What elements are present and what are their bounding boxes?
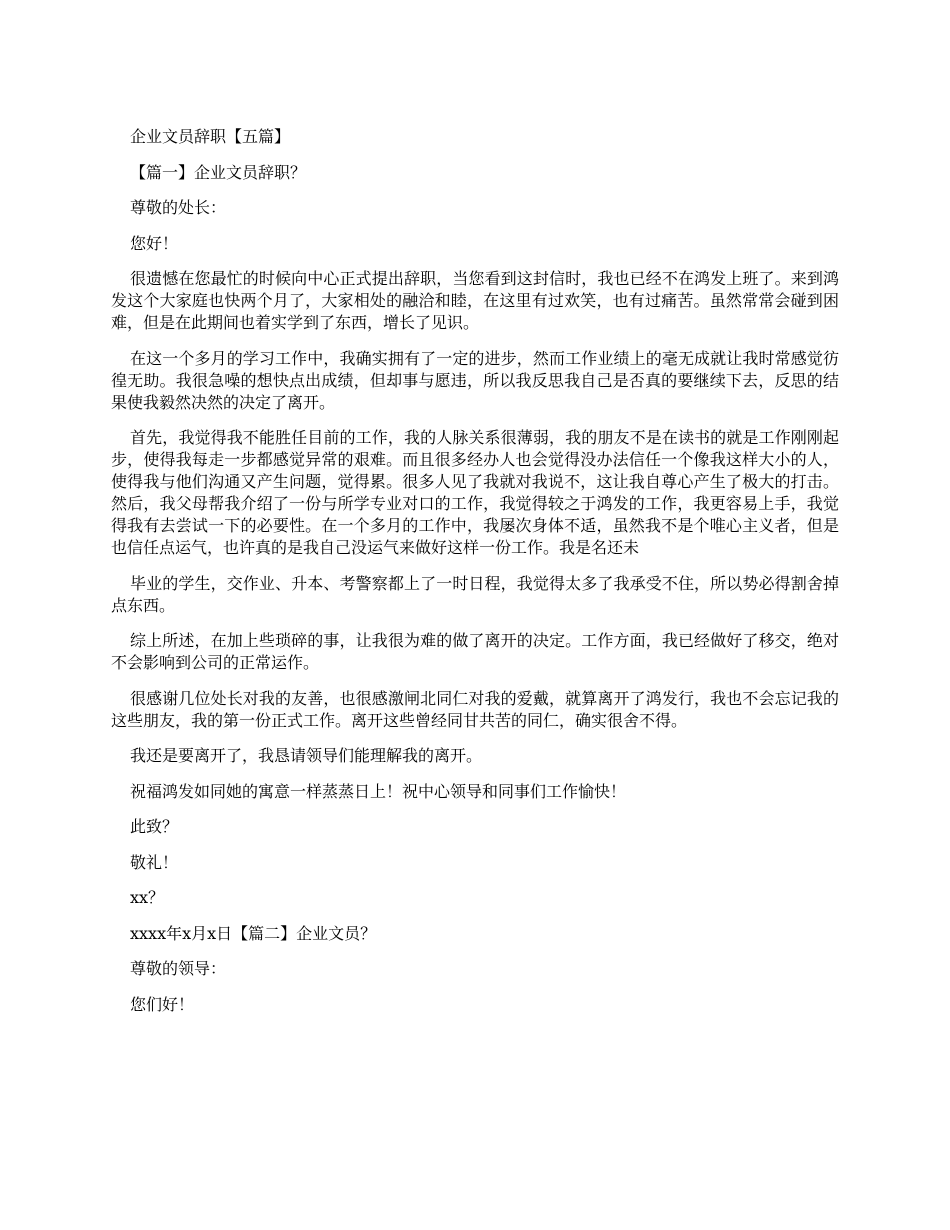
body-paragraph: 我还是要离开了，我恳请领导们能理解我的离开。 [130, 746, 483, 765]
closing-line: 此致？ [130, 817, 179, 836]
greeting: 您们好！ [130, 994, 195, 1014]
body-paragraph: 祝福鸿发如同她的寓意一样蒸蒸日上！祝中心领导和同事们工作愉快！ [130, 781, 627, 801]
body-paragraph: 毕业的学生，交作业、升本、考警察都上了一时日程，我觉得太多了我承受不住，所以势必得割舍掉点东西。 [111, 573, 839, 615]
salutation: 尊敬的处长： [130, 198, 227, 217]
body-paragraph: 很感谢几位处长对我的友善，也很感激闸北同仁对我的爱戴，就算离开了鸿发行，我也不会忘记我的这些朋友，我的第一份正式工作。离开这些曾经同甘共苦的同仁，确实很舍不得。 [111, 688, 839, 730]
date-and-section-heading-2: xxxx年x月x日【篇二】企业文员？ [130, 923, 377, 943]
document-page [111, 126, 839, 1029]
body-paragraph: 在这一个多月的学习工作中，我确实拥有了一定的进步，然而工作业绩上的毫无成就让我时常感觉彷徨无助。我很急噪的想快点出成绩，但却事与愿违，所以我反思我自己是否真的要继续下去，反思的结果使我毅然决然的决定了离开。 [111, 348, 839, 412]
signature: xx？ [130, 888, 165, 907]
body-paragraph: 综上所述，在加上些琐碎的事，让我很为难的做了离开的决定。工作方面，我已经做好了移交，绝对不会影响到公司的正常运作。 [111, 631, 839, 672]
body-paragraph: 首先，我觉得我不能胜任目前的工作，我的人脉关系很薄弱，我的朋友不是在读书的就是工作刚刚起步，使得我每走一步都感觉异常的艰难。而且很多经办人也会觉得没办法信任一个像我这样大小的人，使得我与他们沟通又产生问题，觉得累。很多人见了我就对我说不，这让我自尊心产生了极大的打击。然后，我父母帮我介绍了一份与所学专业对口的工作，我觉得较之于鸿发的工作，我更容易上手，我觉得我有去尝试一下的必要性。在一个多月的工作中，我屡次身体不适，虽然我不是个唯心主义者，但是也信任点运气，也许真的是我自己没运气来做好这样一份工作。我是名还未 [111, 428, 839, 557]
salutation: 尊敬的领导： [130, 959, 227, 978]
document-title: 企业文员辞职【五篇】 [130, 127, 291, 146]
greeting: 您好！ [130, 233, 179, 253]
section-heading-1: 【篇一】企业文员辞职？ [130, 162, 307, 182]
closing-regards: 敬礼！ [130, 852, 179, 872]
body-paragraph: 很遗憾在您最忙的时候向中心正式提出辞职，当您看到这封信时，我也已经不在鸿发上班了。来到鸿发这个大家庭也快两个月了，大家相处的融洽和睦，在这里有过欢笑，也有过痛苦。虽然常常会碰到困难，但是在此期间也着实学到了东西，增长了见识。 [111, 269, 839, 332]
